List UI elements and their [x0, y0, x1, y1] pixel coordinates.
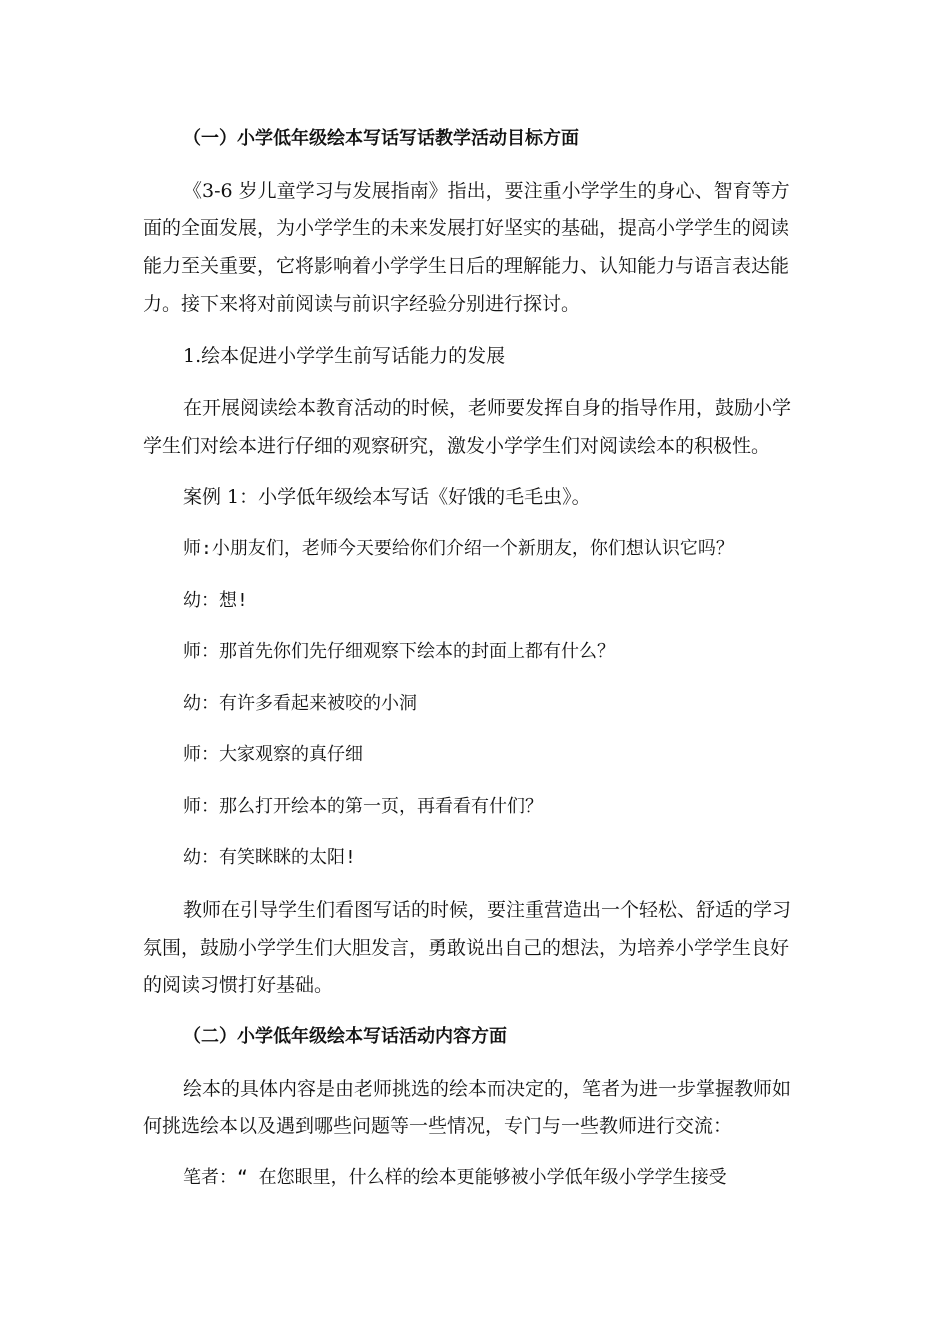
paragraph-3-line-1: 教师在引导学生们看图写话的时候，要注重营造出一个轻松、舒适的学习 [183, 899, 792, 921]
interview-line: 笔者：“ 在您眼里，什么样的绘本更能够被小学低年级小学学生接受 [183, 1167, 727, 1188]
section-heading-2: （二）小学低年级绘本写话活动内容方面 [183, 1026, 507, 1047]
subheading-1: 1.绘本促进小学学生前写话能力的发展 [183, 345, 506, 367]
dialog-line-4: 幼：有许多看起来被咬的小洞 [183, 693, 417, 714]
paragraph-3-line-2: 氛围，鼓励小学学生们大胆发言，勇敢说出自己的想法，为培养小学学生良好 [143, 937, 790, 959]
dialog-line-7: 幼：有笑眯眯的太阳! [183, 847, 356, 868]
paragraph-3-line-3: 的阅读习惯打好基础。 [143, 974, 334, 996]
dialog-line-2: 幼：想! [183, 590, 248, 611]
section-heading-1: （一）小学低年级绘本写话写话教学活动目标方面 [183, 128, 579, 149]
paragraph-4-line-1: 绘本的具体内容是由老师挑选的绘本而决定的，笔者为进一步掌握教师如 [183, 1078, 792, 1100]
paragraph-1-line-1: 《3-6 岁儿童学习与发展指南》指出，要注重小学学生的身心、智育等方 [183, 180, 790, 202]
paragraph-1-line-3: 能力至关重要，它将影响着小学学生日后的理解能力、认知能力与语言表达能 [143, 255, 790, 277]
dialog-line-6: 师：那么打开绘本的第一页，再看看有什们？ [183, 796, 543, 817]
paragraph-1-line-4: 力。接下来将对前阅读与前识字经验分别进行探讨。 [143, 293, 581, 315]
paragraph-2-line-2: 学生们对绘本进行仔细的观察研究，激发小学学生们对阅读绘本的积极性。 [143, 435, 771, 457]
dialog-line-5: 师：大家观察的真仔细 [183, 744, 363, 765]
paragraph-1-line-2: 面的全面发展，为小学学生的未来发展打好坚实的基础，提高小学学生的阅读 [143, 217, 790, 239]
dialog-line-1: 师:小朋友们，老师今天要给你们介绍一个新朋友，你们想认识它吗？ [183, 538, 734, 559]
paragraph-4-line-2: 何挑选绘本以及遇到哪些问题等一些情况，专门与一些教师进行交流： [143, 1115, 733, 1137]
paragraph-2-line-1: 在开展阅读绘本教育活动的时候，老师要发挥自身的指导作用，鼓励小学 [183, 397, 792, 419]
dialog-line-3: 师：那首先你们先仔细观察下绘本的封面上都有什么？ [183, 641, 615, 662]
case-title: 案例 1：小学低年级绘本写话《好饿的毛毛虫》。 [183, 486, 591, 508]
